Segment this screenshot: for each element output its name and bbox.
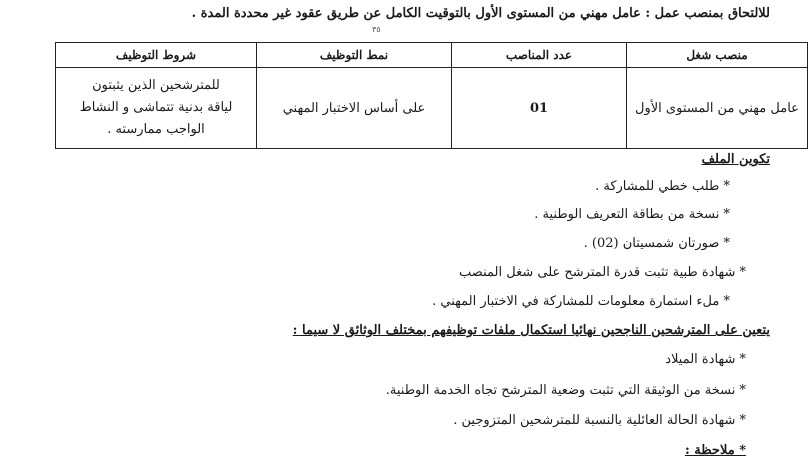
list-item: * طلب خطي للمشاركة . — [595, 179, 730, 194]
list-item: * شهادة الميلاد — [665, 352, 746, 367]
cell-post: عامل مهني من المستوى الأول — [627, 68, 808, 149]
page-mark: ٣٥ — [372, 25, 381, 34]
list-item: * صورتان شمسيتان (02) . — [583, 236, 730, 251]
cell-count: 01 — [452, 68, 627, 149]
final-docs-title: يتعين على المترشحين الناجحين نهائيا استكمال ملفات توظيفهم بمختلف الوثائق لا سيما : — [292, 323, 770, 338]
header-mode: نمط التوظيف — [257, 43, 452, 68]
list-item: * ملء استمارة معلومات للمشاركة في الاختبار المهني . — [432, 294, 730, 309]
list-item: * شهادة الحالة العائلية بالنسبة للمترشحين المتزوجين . — [453, 413, 746, 428]
table-row — [56, 68, 808, 149]
list-item: * شهادة طبية تثبت قدرة المترشح على شغل المنصب — [459, 265, 746, 280]
positions-table — [55, 42, 808, 149]
cell-mode: على أساس الاختبار المهني — [257, 68, 452, 149]
conditions-line: الواجب ممارسته . — [107, 122, 205, 137]
list-item: * نسخة من بطاقة التعريف الوطنية . — [534, 207, 730, 222]
conditions-line: لياقة بدنية تتماشى و النشاط — [79, 100, 233, 115]
note-label: * ملاحظة : — [684, 443, 746, 458]
table-header-row — [56, 43, 808, 68]
conditions-line: للمترشحين الذين يثبتون — [92, 78, 220, 93]
cell-conditions — [56, 68, 257, 149]
intro-text: للالتحاق بمنصب عمل : عامل مهني من المستوى الأول بالتوقيت الكامل عن طريق عقود غير محددة المدة . — [191, 6, 770, 21]
header-count: عدد المناصب — [452, 43, 627, 68]
file-section-title: تكوين الملف — [701, 152, 770, 167]
header-post: منصب شغل — [627, 43, 808, 68]
header-conditions: شروط التوظيف — [56, 43, 257, 68]
list-item: * نسخة من الوثيقة التي تثبت وضعية المترشح تجاه الخدمة الوطنية. — [385, 383, 746, 398]
